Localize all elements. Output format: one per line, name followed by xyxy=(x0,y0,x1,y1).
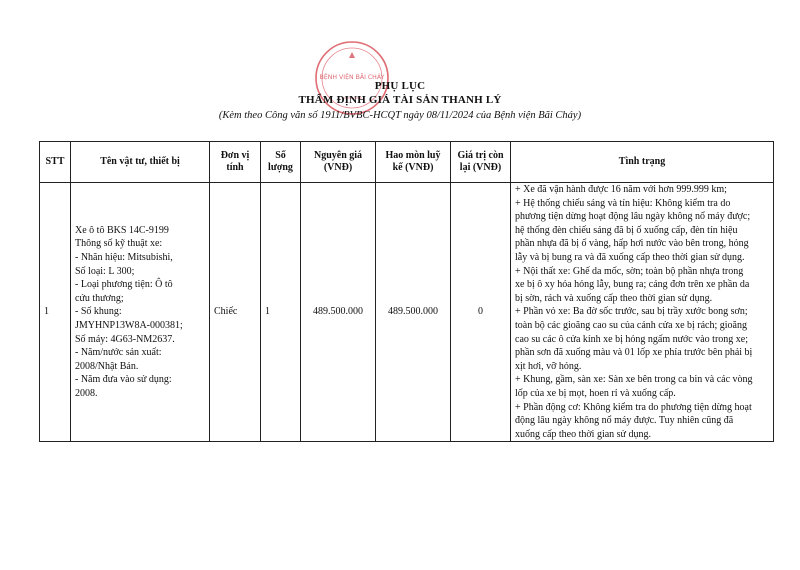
condition-line: phần nhựa đã bị ố vàng, hấp hơi nước vào bên trong, hỏng xyxy=(515,238,749,250)
name-line: - Năm/nước sản xuất: xyxy=(75,347,162,359)
condition-line: bị sờn, rách và xuống cấp theo thời gian sử dụng. xyxy=(515,292,713,304)
col-header-depreciation: Hao mòn luỹ kế (VNĐ) xyxy=(376,142,451,183)
stamp-text: BỆNH VIỆN BÃI CHÁY xyxy=(319,74,385,81)
name-line: - Loại phương tiện: Ô tô xyxy=(75,279,173,291)
cell-name xyxy=(71,183,210,442)
condition-line: xuống cấp theo thời gian sử dụng. xyxy=(515,428,651,440)
condition-line: phần sơn đã xuống màu và 01 lốp xe phía trước bên phải bị xyxy=(515,347,753,359)
condition-line: phương tiện dừng hoạt động lâu ngày không nổ máy được; xyxy=(515,211,751,223)
name-line: Số máy: 4G63-NM2637. xyxy=(75,333,175,345)
col-header-remaining: Giá trị còn lại (VNĐ) xyxy=(451,142,511,183)
condition-line: lẫy và bị bung ra và đã xuống cấp theo thời gian sử dụng. xyxy=(515,251,745,263)
condition-line: + Phần động cơ: Không kiểm tra do phương tiện dừng hoạt xyxy=(515,401,752,413)
condition-line: + Nội thất xe: Ghế da mốc, sờn; toàn bộ phần nhựa trong xyxy=(515,265,744,277)
cell-unit: Chiếc xyxy=(210,183,261,442)
col-header-original: Nguyên giá (VNĐ) xyxy=(301,142,376,183)
condition-line: toàn bộ các gioăng cao su của cánh cửa xe bị rách; gioăng xyxy=(515,319,747,331)
condition-line: xe bị ô xy hóa hỏng lẫy, bung ra; cáng đơn trên xe phần da xyxy=(515,279,750,291)
condition-line: + Khung, gầm, sàn xe: Sàn xe bên trong ca bin và các vòng xyxy=(515,374,753,386)
cell-depreciation: 489.500.000 xyxy=(376,183,451,442)
condition-line: xịt hơi, vỡ hỏng. xyxy=(515,360,582,372)
col-header-name: Tên vật tư, thiết bị xyxy=(71,142,210,183)
condition-line: cao su các ô cửa kính xe bị hỏng ngấm nước vào trong xe; xyxy=(515,333,749,345)
cell-qty: 1 xyxy=(261,183,301,442)
name-line: 2008. xyxy=(75,387,98,399)
asset-table xyxy=(39,141,774,442)
cell-stt: 1 xyxy=(40,183,71,442)
condition-line: hệ thống đèn chiếu sáng đã bị ố xuống cấp, đèn tín hiệu xyxy=(515,224,738,236)
reference-note: (Kèm theo Công văn số 1911/BVBC-HCQT ngày 08/11/2024 của Bệnh viện Bãi Cháy) xyxy=(218,110,582,121)
page-subtitle-heading: THẨM ĐỊNH GIÁ TÀI SẢN THANH LÝ xyxy=(298,94,502,106)
cell-remaining: 0 xyxy=(451,183,511,442)
name-line: JMYHNP13W8A-000381; xyxy=(75,319,183,331)
name-line: - Số khung: xyxy=(75,306,122,318)
name-line: - Nhãn hiệu: Mitsubishi, xyxy=(75,251,173,263)
cell-condition xyxy=(511,183,774,442)
col-header-condition: Tình trạng xyxy=(511,142,774,183)
hospital-stamp xyxy=(312,38,392,118)
name-line: 2008/Nhật Bản. xyxy=(75,360,139,372)
name-line: cứu thương; xyxy=(75,292,124,304)
condition-line: + Xe đã vận hành được 16 năm với hơn 999.999 km; xyxy=(515,184,727,195)
condition-line: + Phần vỏ xe: Ba đờ sốc trước, sau bị trầy xước bong sơn; xyxy=(515,306,748,318)
col-header-qty: Số lượng xyxy=(261,142,301,183)
name-line: Thông số kỹ thuật xe: xyxy=(75,238,163,250)
page-title: PHỤ LỤC xyxy=(374,80,426,92)
condition-line: động lâu ngày không nổ máy được. Tuy nhiên cũng đã xyxy=(515,415,734,427)
cell-original: 489.500.000 xyxy=(301,183,376,442)
col-header-unit: Đơn vị tính xyxy=(210,142,261,183)
condition-line: lốp của xe bị mọt, hoen rỉ và xuống cấp. xyxy=(515,387,676,399)
table-row xyxy=(40,183,774,442)
name-line: Xe ô tô BKS 14C-9199 xyxy=(75,224,169,236)
condition-line: + Hệ thống chiếu sáng và tín hiệu: Không kiểm tra do xyxy=(515,197,731,209)
name-line: Số loại: L 300; xyxy=(75,265,135,277)
name-line: - Năm đưa vào sử dụng: xyxy=(75,374,172,386)
table-header-row xyxy=(40,142,774,183)
col-header-stt: STT xyxy=(40,142,71,183)
